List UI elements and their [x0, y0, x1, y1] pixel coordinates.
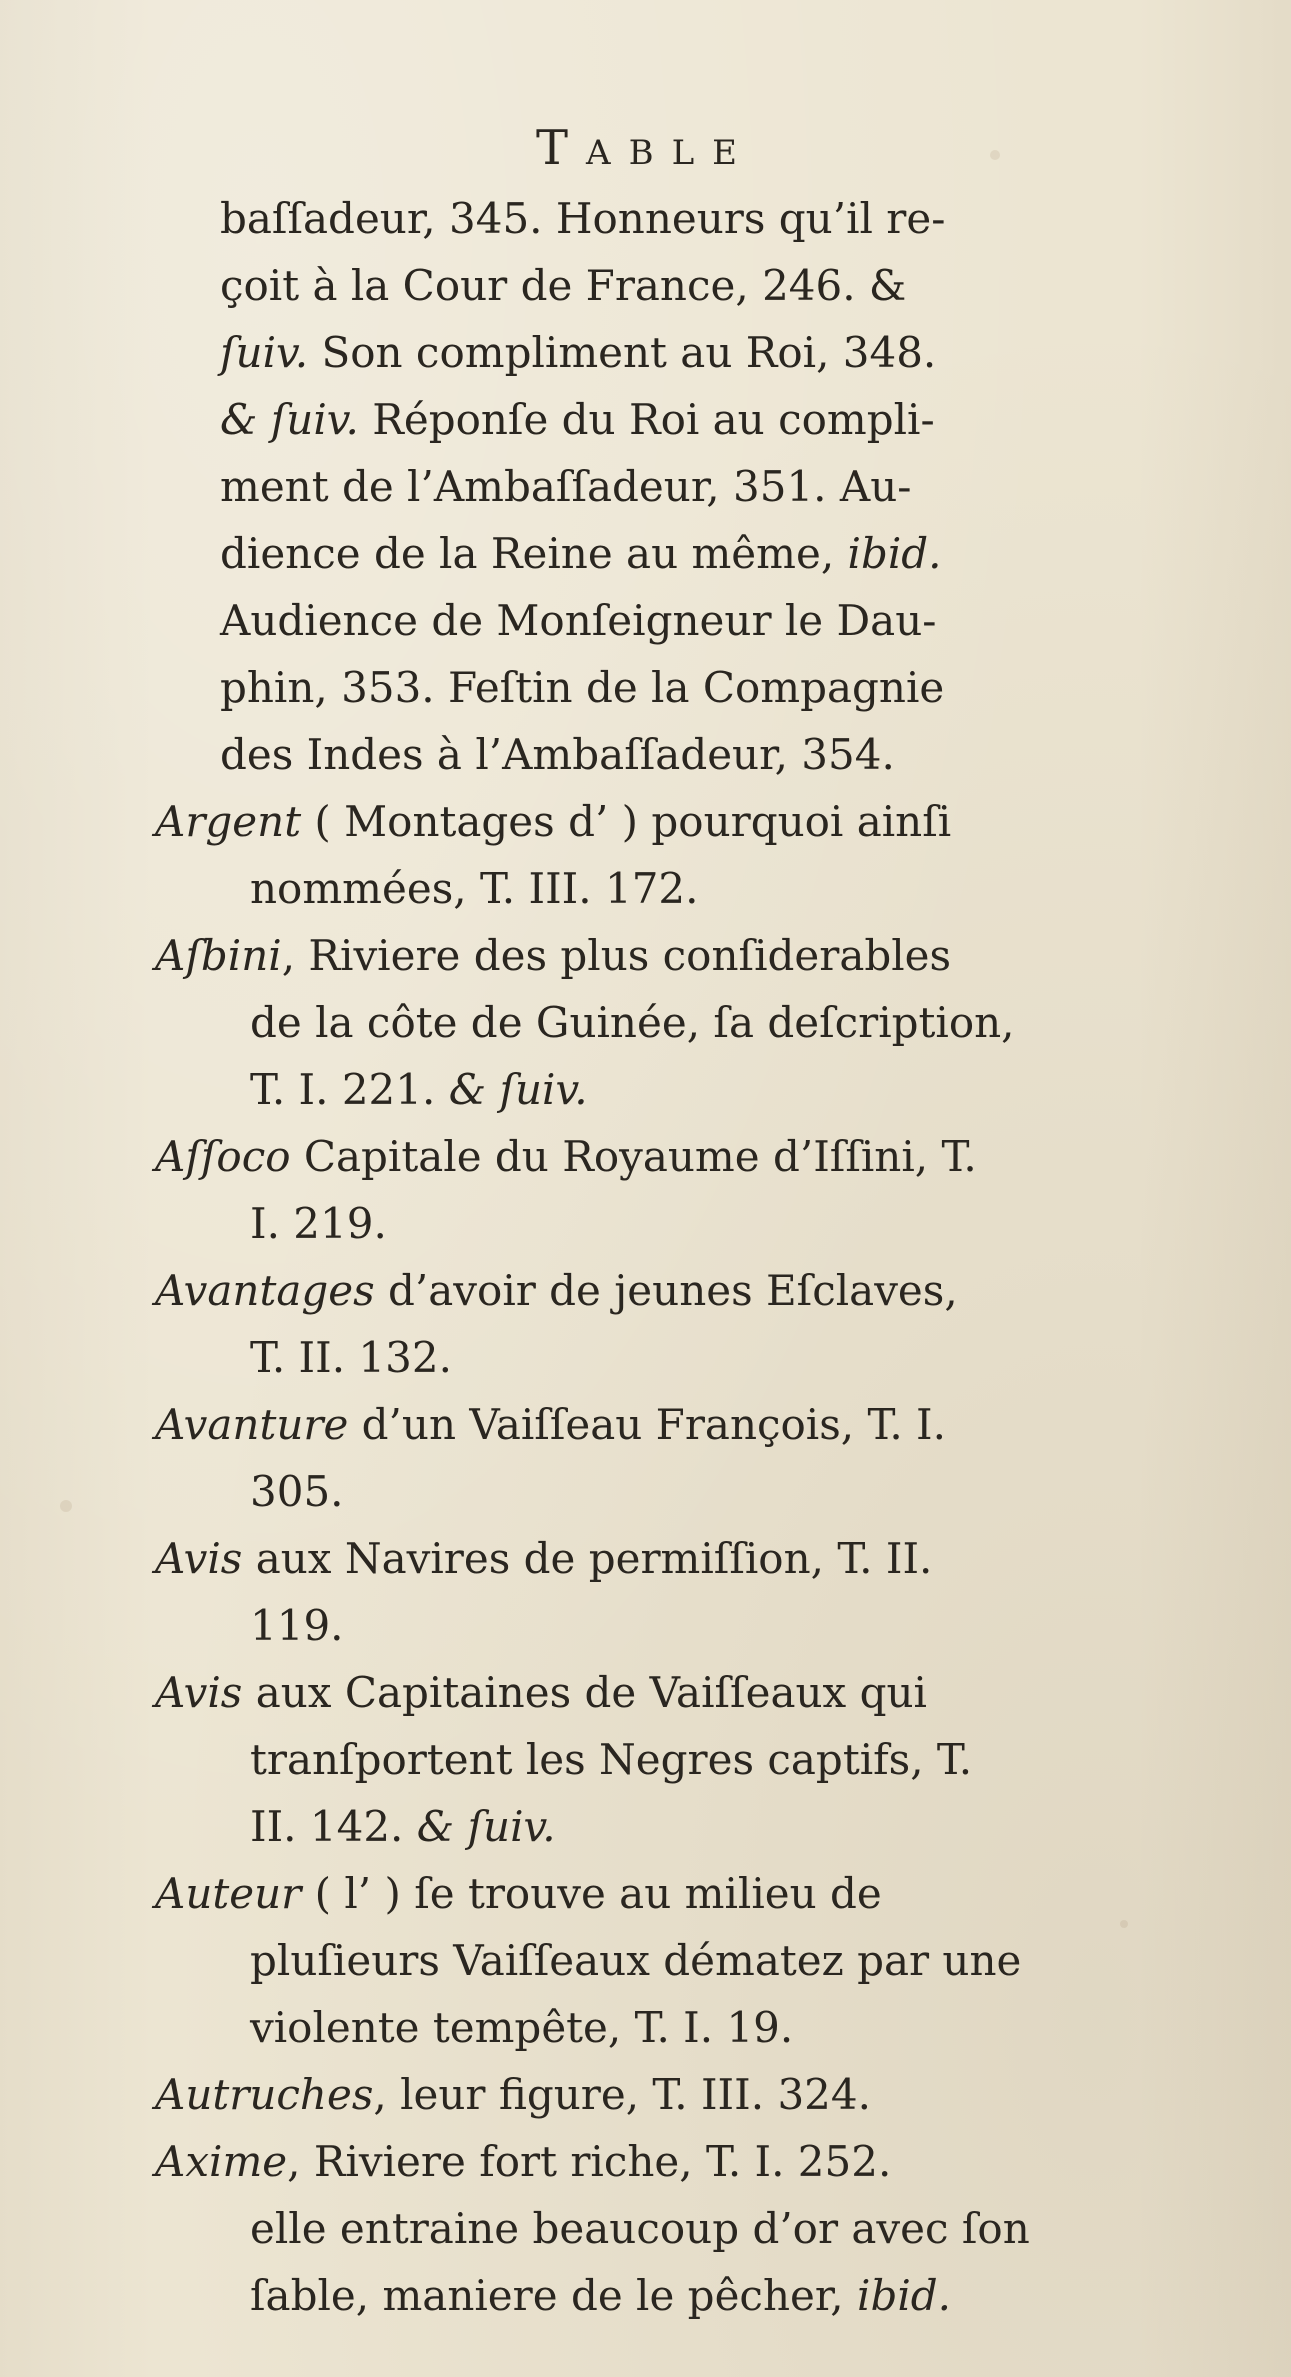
- entry-headword: Autruches: [155, 2070, 374, 2119]
- index-continuation-line: [220, 1458, 1180, 1525]
- index-continuation-line: [220, 1994, 1180, 2061]
- entry-text: d’un Vaiſſeau François, T. I.: [348, 1400, 946, 1449]
- index-continuation-line: [220, 2195, 1180, 2262]
- index-continuation-line: [220, 587, 1180, 654]
- italic-reference: ibid.: [857, 2271, 952, 2320]
- entry-text: Son compliment au Roi, 348.: [308, 328, 937, 377]
- entry-text: çoit à la Cour de France, 246. &: [220, 261, 907, 310]
- index-continuation-line: [220, 855, 1180, 922]
- italic-reference: ſuiv.: [220, 328, 309, 377]
- entry-headword: Axime: [155, 2137, 288, 2186]
- entry-text: violente tempête, T. I. 19.: [250, 2003, 794, 2052]
- index-continuation-line: [220, 2262, 1180, 2329]
- entry-text: Capitale du Royaume d’Iſſini, T.: [290, 1132, 977, 1181]
- entry-text: tranſportent les Negres captifs, T.: [250, 1735, 973, 1784]
- italic-reference: & ſuiv.: [416, 1802, 556, 1851]
- italic-reference: & ſuiv.: [220, 395, 359, 444]
- index-continuation-line: [220, 1324, 1180, 1391]
- index-continuation-line: [220, 1190, 1180, 1257]
- entry-text: I. 219.: [250, 1199, 387, 1248]
- italic-reference: ibid.: [847, 529, 942, 578]
- entry-text: aux Navires de permiſſion, T. II.: [242, 1534, 933, 1583]
- index-continuation-line: [220, 453, 1180, 520]
- index-continuation-line: [220, 1927, 1180, 1994]
- entry-text: T. I. 221.: [250, 1065, 449, 1114]
- index-entry-line: [155, 788, 1180, 855]
- entry-text: aux Capitaines de Vaiſſeaux qui: [242, 1668, 927, 1717]
- entry-text: baſſadeur, 345. Honneurs qu’il re-: [220, 194, 946, 243]
- entry-text: des Indes à l’Ambaſſadeur, 354.: [220, 730, 895, 779]
- entry-text: 305.: [250, 1467, 344, 1516]
- entry-text: 119.: [250, 1601, 344, 1650]
- entry-text: elle entraine beaucoup d’or avec ſon: [250, 2204, 1030, 2253]
- index-continuation-line: [220, 1726, 1180, 1793]
- index-continuation-line: [220, 319, 1180, 386]
- index-entry-line: [155, 1860, 1180, 1927]
- entry-headword: Avis: [155, 1668, 243, 1717]
- italic-reference: & ſuiv.: [448, 1065, 588, 1114]
- index-entry-line: [155, 2061, 1180, 2128]
- entry-text: ( Montages d’ ) pourquoi ainſi: [301, 797, 952, 846]
- entry-text: dience de la Reine au même,: [220, 529, 848, 578]
- entry-text: de la côte de Guinée, ſa deſcription,: [250, 998, 1015, 1047]
- entry-headword: Avanture: [155, 1400, 349, 1449]
- entry-headword: Aſbini: [155, 931, 282, 980]
- entry-headword: Avis: [155, 1534, 243, 1583]
- paper-stain: [60, 1500, 72, 1512]
- entry-text: Audience de Monſeigneur le Dau-: [220, 596, 937, 645]
- entry-text: , Riviere des plus conſiderables: [281, 931, 952, 980]
- entry-text: , Riviere fort riche, T. I. 252.: [287, 2137, 892, 2186]
- index-continuation-line: [220, 386, 1180, 453]
- index-continuation-line: [220, 185, 1180, 252]
- entry-text: ment de l’Ambaſſadeur, 351. Au-: [220, 462, 912, 511]
- index-entry-line: [155, 1659, 1180, 1726]
- index-entry-line: [155, 1123, 1180, 1190]
- index-entry-line: [155, 1391, 1180, 1458]
- entry-text: II. 142.: [250, 1802, 417, 1851]
- index-entry-line: [155, 922, 1180, 989]
- index-continuation-line: [220, 721, 1180, 788]
- entry-text: T. II. 132.: [250, 1333, 452, 1382]
- index-entry-line: [155, 1525, 1180, 1592]
- index-text: [155, 185, 1180, 2329]
- index-continuation-line: [220, 1793, 1180, 1860]
- index-continuation-line: [220, 1592, 1180, 1659]
- entry-headword: Argent: [155, 797, 302, 846]
- index-continuation-line: [220, 520, 1180, 587]
- entry-text: , leur figure, T. III. 324.: [373, 2070, 871, 2119]
- entry-text: phin, 353. Feſtin de la Compagnie: [220, 663, 945, 712]
- entry-headword: Avantages: [155, 1266, 375, 1315]
- entry-headword: Auteur: [155, 1869, 302, 1918]
- entry-text: Réponſe du Roi au compli-: [358, 395, 935, 444]
- index-entry-line: [155, 2128, 1180, 2195]
- entry-text: pluſieurs Vaiſſeaux dématez par une: [250, 1936, 1022, 1985]
- index-continuation-line: [220, 989, 1180, 1056]
- entry-text: nommées, T. III. 172.: [250, 864, 699, 913]
- entry-text: ſable, maniere de le pêcher,: [250, 2271, 858, 2320]
- running-head: Table: [536, 120, 755, 176]
- index-continuation-line: [220, 252, 1180, 319]
- index-continuation-line: [220, 654, 1180, 721]
- entry-text: ( l’ ) ſe trouve au milieu de: [301, 1869, 882, 1918]
- index-continuation-line: [220, 1056, 1180, 1123]
- index-entry-line: [155, 1257, 1180, 1324]
- entry-text: d’avoir de jeunes Eſclaves,: [374, 1266, 958, 1315]
- entry-headword: Aſſoco: [155, 1132, 291, 1181]
